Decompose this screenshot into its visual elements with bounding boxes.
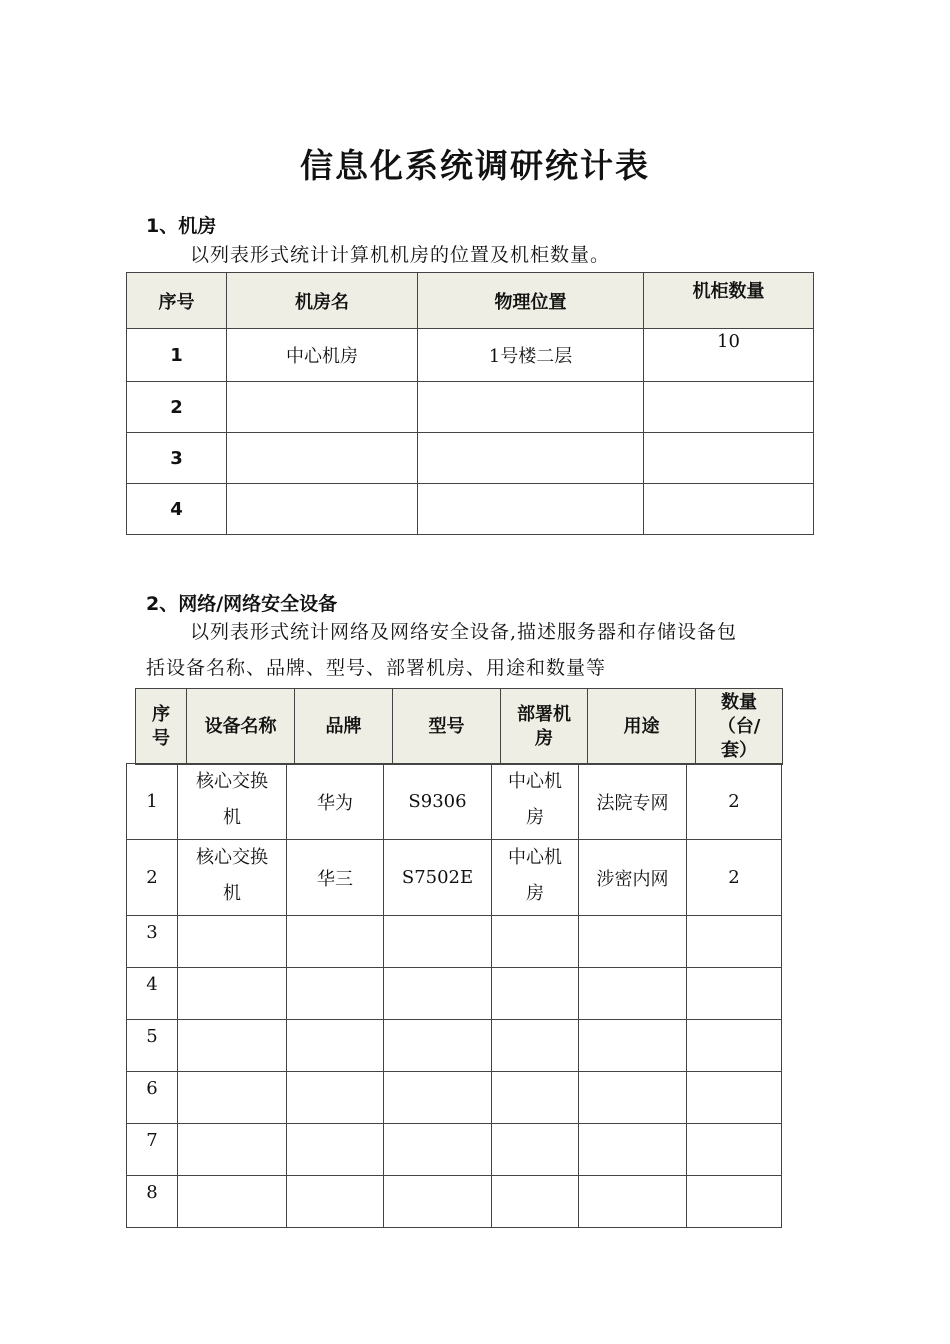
cell-usage (579, 1176, 687, 1228)
cell-usage (579, 1072, 687, 1124)
cell-model (384, 1020, 492, 1072)
cell-location (418, 382, 644, 433)
cell-deploy-room (492, 968, 579, 1020)
cell-cabinets (644, 484, 814, 535)
cell-model (384, 968, 492, 1020)
table-row (127, 1124, 782, 1176)
cell-device-name (178, 1020, 287, 1072)
cell-deploy-room: 中心机 房 (492, 840, 579, 916)
table-row (127, 382, 814, 433)
cell-cabinets (644, 433, 814, 484)
col-header-cabinets: 机柜数量 (644, 273, 814, 329)
cell-device-name (178, 1124, 287, 1176)
table-row (127, 1176, 782, 1228)
cell-device-name: 核心交换 机 (178, 764, 287, 840)
cell-brand (287, 1072, 384, 1124)
col-header-no: 序 号 (136, 689, 187, 765)
cell-model: S7502E (384, 840, 492, 916)
cell-device-name (178, 1072, 287, 1124)
cell-deploy-room (492, 1072, 579, 1124)
section2-description-line1: 以列表形式统计网络及网络安全设备,描述服务器和存储设备包 (190, 621, 738, 643)
cell-no: 3 (127, 916, 178, 968)
table-row (127, 1020, 782, 1072)
cell-quantity (687, 968, 782, 1020)
table-row (127, 968, 782, 1020)
cell-no: 2 (127, 840, 178, 916)
page-title: 信息化系统调研统计表 (300, 146, 650, 185)
cell-usage (579, 1124, 687, 1176)
cell-quantity: 2 (687, 840, 782, 916)
cell-brand (287, 916, 384, 968)
cell-no: 4 (127, 484, 227, 535)
cell-model: S9306 (384, 764, 492, 840)
cell-deploy-room: 中心机 房 (492, 764, 579, 840)
section2-description-line2: 括设备名称、品牌、型号、部署机房、用途和数量等 (146, 657, 607, 679)
cell-location: 1号楼二层 (418, 329, 644, 382)
cell-deploy-room (492, 1176, 579, 1228)
cell-model (384, 1124, 492, 1176)
cell-room-name (227, 484, 418, 535)
section2-heading: 2、网络/网络安全设备 (146, 593, 338, 615)
col-header-quantity: 数量 （台/ 套） (696, 689, 783, 765)
cell-no: 2 (127, 382, 227, 433)
machine-room-table (126, 272, 814, 535)
section1-description: 以列表形式统计计算机机房的位置及机柜数量。 (190, 244, 611, 266)
col-header-room-name: 机房名 (227, 273, 418, 329)
cell-quantity (687, 1072, 782, 1124)
table-header-row (136, 689, 783, 765)
cell-brand (287, 1020, 384, 1072)
cell-usage (579, 916, 687, 968)
cell-model (384, 1176, 492, 1228)
cell-brand: 华三 (287, 840, 384, 916)
cell-usage: 涉密内网 (579, 840, 687, 916)
cell-room-name: 中心机房 (227, 329, 418, 382)
col-header-model: 型号 (393, 689, 501, 765)
cell-deploy-room (492, 1124, 579, 1176)
cell-model (384, 916, 492, 968)
cell-cabinets: 10 (644, 329, 814, 382)
col-header-usage: 用途 (588, 689, 696, 765)
table-row (127, 764, 782, 840)
cell-no: 1 (127, 764, 178, 840)
cell-device-name (178, 916, 287, 968)
cell-model (384, 1072, 492, 1124)
cell-no: 8 (127, 1176, 178, 1228)
table-row (127, 1072, 782, 1124)
col-header-no: 序号 (127, 273, 227, 329)
cell-quantity (687, 1020, 782, 1072)
cell-device-name (178, 1176, 287, 1228)
table-header-row (127, 273, 814, 329)
table-row (127, 329, 814, 382)
network-device-table-header (135, 688, 783, 765)
cell-usage (579, 1020, 687, 1072)
cell-room-name (227, 382, 418, 433)
cell-device-name: 核心交换 机 (178, 840, 287, 916)
table-row (127, 484, 814, 535)
table-row (127, 840, 782, 916)
cell-device-name (178, 968, 287, 1020)
cell-brand (287, 968, 384, 1020)
cell-usage: 法院专网 (579, 764, 687, 840)
cell-usage (579, 968, 687, 1020)
cell-no: 3 (127, 433, 227, 484)
table-row (127, 916, 782, 968)
cell-no: 6 (127, 1072, 178, 1124)
col-header-deploy-room: 部署机 房 (501, 689, 588, 765)
network-device-table (126, 763, 782, 1228)
cell-brand (287, 1124, 384, 1176)
cell-quantity: 2 (687, 764, 782, 840)
cell-quantity (687, 916, 782, 968)
cell-no: 7 (127, 1124, 178, 1176)
cell-brand (287, 1176, 384, 1228)
cell-no: 5 (127, 1020, 178, 1072)
col-header-location: 物理位置 (418, 273, 644, 329)
table-row (127, 433, 814, 484)
cell-quantity (687, 1124, 782, 1176)
cell-no: 1 (127, 329, 227, 382)
col-header-device-name: 设备名称 (187, 689, 295, 765)
cell-deploy-room (492, 916, 579, 968)
cell-location (418, 484, 644, 535)
cell-brand: 华为 (287, 764, 384, 840)
cell-deploy-room (492, 1020, 579, 1072)
col-header-brand: 品牌 (295, 689, 393, 765)
cell-no: 4 (127, 968, 178, 1020)
cell-quantity (687, 1176, 782, 1228)
section1-heading: 1、机房 (146, 215, 217, 237)
cell-room-name (227, 433, 418, 484)
cell-cabinets (644, 382, 814, 433)
cell-location (418, 433, 644, 484)
